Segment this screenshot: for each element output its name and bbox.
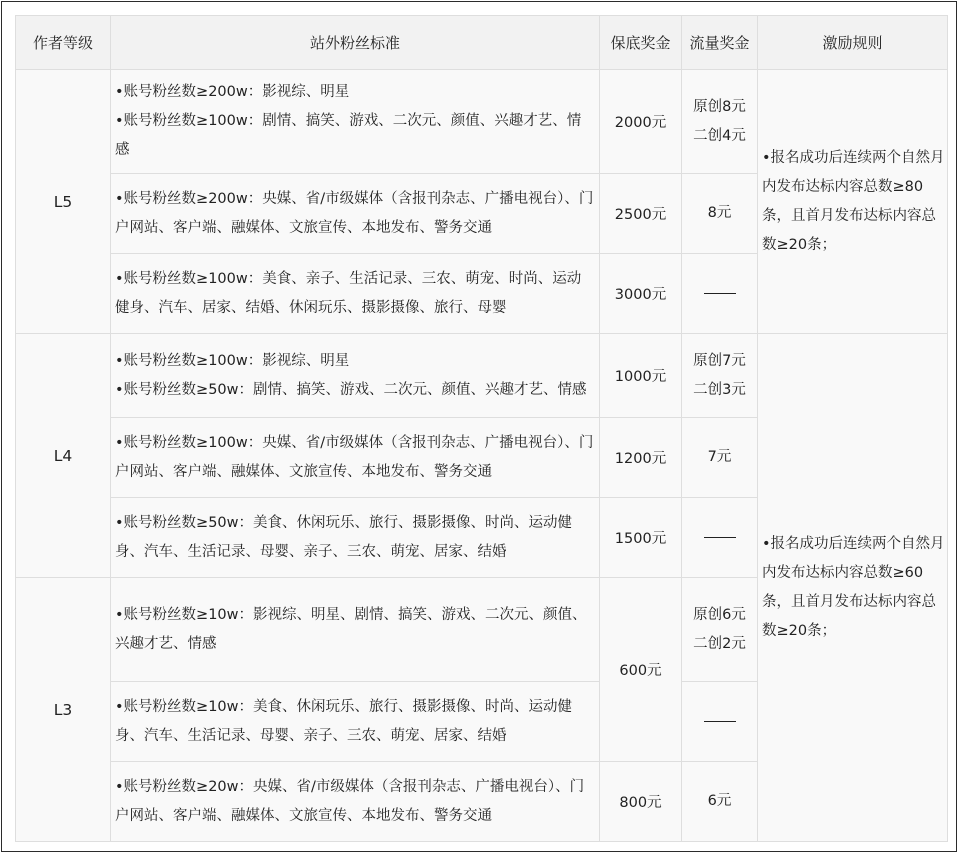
standard-line: •账号粉丝数≥200w：影视综、明星	[115, 84, 350, 100]
flow-bonus-cell	[682, 254, 758, 334]
standard-cell	[111, 762, 600, 842]
rule-cell-l4-l3: •报名成功后连续两个自然月内发布达标内容总数≥60条，且首月发布达标内容总数≥20条；	[758, 334, 948, 842]
flow-line: 8元	[707, 205, 732, 221]
flow-bonus-cell	[682, 682, 758, 762]
standard-cell	[111, 70, 600, 174]
flow-bonus-cell	[682, 174, 758, 254]
base-bonus-cell: 2500元	[600, 174, 682, 254]
header-incentive-rule: 激励规则	[758, 16, 948, 70]
standard-line: •账号粉丝数≥10w：影视综、明星、剧情、搞笑、游戏、二次元、颜值、兴趣才艺、情感	[115, 606, 587, 652]
dash-placeholder	[704, 537, 736, 538]
standard-line: •账号粉丝数≥100w：剧情、搞笑、游戏、二次元、颜值、兴趣才艺、情感	[115, 113, 582, 158]
table-frame	[1, 1, 957, 852]
flow-line: 原创6元	[693, 606, 746, 623]
rule-cell-l5: •报名成功后连续两个自然月内发布达标内容总数≥80条，且首月发布达标内容总数≥20条；	[758, 70, 948, 334]
flow-line: 二创2元	[693, 635, 746, 652]
level-cell-l3: L3	[16, 578, 111, 842]
flow-line: 原创7元	[693, 352, 746, 369]
base-bonus-cell: 1000元	[600, 334, 682, 418]
header-standard: 站外粉丝标准	[111, 16, 600, 70]
header-row	[16, 16, 948, 70]
flow-bonus-cell	[682, 498, 758, 578]
flow-line: 二创4元	[693, 127, 746, 144]
dash-placeholder	[704, 293, 736, 294]
standard-line: •账号粉丝数≥100w：央媒、省/市级媒体（含报刊杂志、广播电视台）、门户网站、客户端、融媒体、文旅宣传、本地发布、警务交通	[115, 434, 594, 480]
header-base-bonus: 保底奖金	[600, 16, 682, 70]
base-bonus-cell: 600元	[600, 578, 682, 762]
level-cell-l5: L5	[16, 70, 111, 334]
incentive-table	[15, 15, 948, 842]
header-level: 作者等级	[16, 16, 111, 70]
standard-line: •账号粉丝数≥20w：央媒、省/市级媒体（含报刊杂志、广播电视台）、门户网站、客户端、融媒体、文旅宣传、本地发布、警务交通	[115, 778, 585, 824]
base-bonus-cell: 2000元	[600, 70, 682, 174]
standard-line: •账号粉丝数≥200w：央媒、省/市级媒体（含报刊杂志、广播电视台）、门户网站、客户端、融媒体、文旅宣传、本地发布、警务交通	[115, 190, 594, 236]
standard-cell	[111, 174, 600, 254]
standard-cell	[111, 498, 600, 578]
base-bonus-cell: 3000元	[600, 254, 682, 334]
standard-line: •账号粉丝数≥10w：美食、休闲玩乐、旅行、摄影摄像、时尚、运动健身、汽车、生活记录、母婴、亲子、三农、萌宠、居家、结婚	[115, 698, 573, 744]
flow-bonus-cell	[682, 334, 758, 418]
standard-line: •账号粉丝数≥50w：剧情、搞笑、游戏、二次元、颜值、兴趣才艺、情感	[115, 381, 587, 398]
table-row	[16, 334, 948, 418]
header-flow-bonus: 流量奖金	[682, 16, 758, 70]
base-bonus-cell: 1500元	[600, 498, 682, 578]
flow-line: 二创3元	[693, 381, 746, 398]
flow-line: 7元	[707, 449, 732, 465]
flow-line: 6元	[707, 793, 732, 809]
standard-cell	[111, 682, 600, 762]
flow-bonus-cell	[682, 70, 758, 174]
table-row	[16, 70, 948, 174]
standard-line: •账号粉丝数≥100w：美食、亲子、生活记录、三农、萌宠、时尚、运动健身、汽车、居家、结婚、休闲玩乐、摄影摄像、旅行、母婴	[115, 270, 582, 316]
standard-cell	[111, 418, 600, 498]
standard-cell	[111, 254, 600, 334]
standard-cell	[111, 578, 600, 682]
flow-bonus-cell	[682, 418, 758, 498]
dash-placeholder	[704, 721, 736, 722]
flow-bonus-cell	[682, 578, 758, 682]
flow-bonus-cell	[682, 762, 758, 842]
level-cell-l4: L4	[16, 334, 111, 578]
base-bonus-cell: 1200元	[600, 418, 682, 498]
standard-line: •账号粉丝数≥50w：美食、休闲玩乐、旅行、摄影摄像、时尚、运动健身、汽车、生活记录、母婴、亲子、三农、萌宠、居家、结婚	[115, 514, 573, 560]
standard-cell	[111, 334, 600, 418]
standard-line: •账号粉丝数≥100w：影视综、明星	[115, 352, 350, 369]
flow-line: 原创8元	[693, 98, 746, 115]
base-bonus-cell: 800元	[600, 762, 682, 842]
